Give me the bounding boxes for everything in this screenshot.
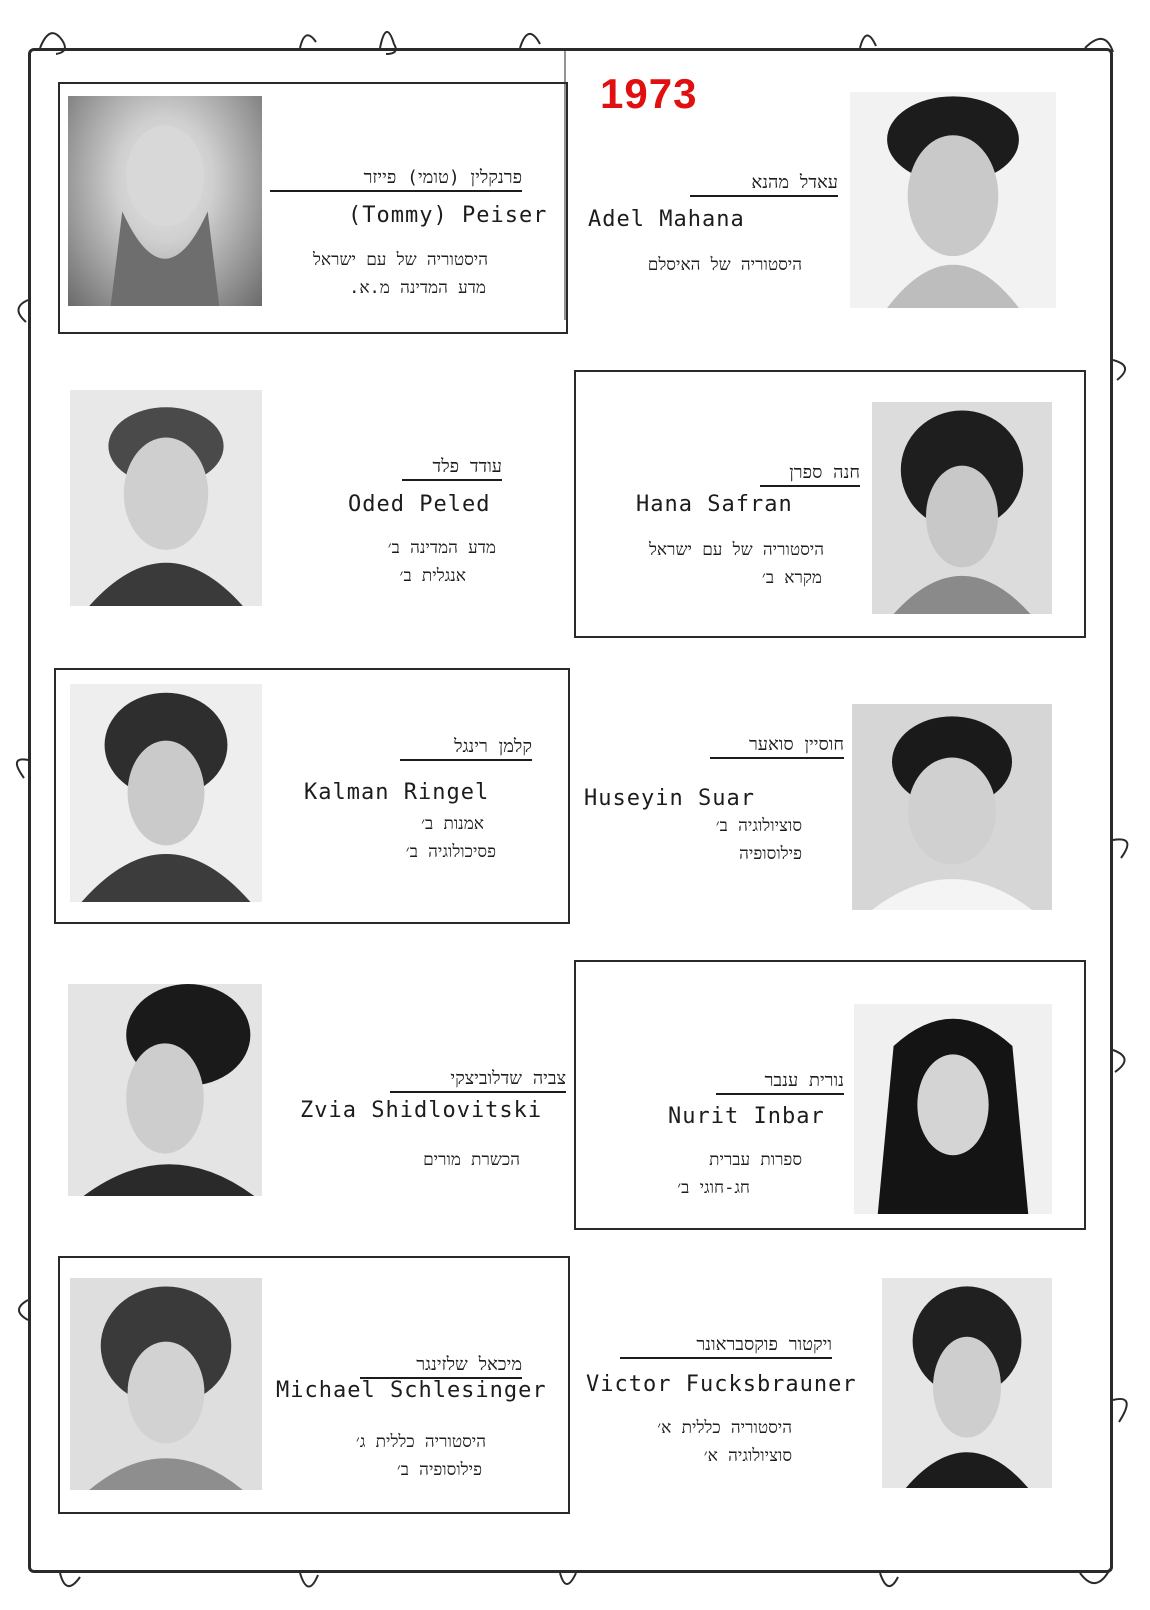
subject-line: היסטוריה של עם ישראל: [312, 250, 488, 270]
subject-line: פילוסופיה ב׳: [396, 1460, 482, 1480]
subject-line: אמנות ב׳: [421, 814, 484, 834]
english-name: Victor Fucksbrauner: [586, 1372, 857, 1397]
english-name: Kalman Ringel: [304, 780, 490, 805]
english-name: Huseyin Suar: [584, 786, 755, 811]
portrait-photo: [882, 1278, 1052, 1488]
portrait-photo: [850, 92, 1056, 308]
portrait-photo: [68, 984, 262, 1196]
subject-line: היסטוריה של האיסלם: [647, 255, 802, 275]
portrait-photo: [70, 390, 262, 606]
hebrew-name: צביה שדלוביצקי: [390, 1068, 566, 1093]
hebrew-name: עאדל מהנא: [690, 172, 838, 197]
hebrew-name: קלמן רינגל: [400, 736, 532, 761]
subject-line: מקרא ב׳: [761, 568, 822, 588]
english-name: Zvia Shidlovitski: [300, 1098, 543, 1123]
subject-line: פילוסופיה: [739, 844, 802, 864]
portrait-photo: [854, 1004, 1052, 1214]
hebrew-name: פרנקלין (טומי) פייזר: [270, 167, 522, 192]
english-name: Nurit Inbar: [668, 1104, 825, 1129]
subject-line: אנגלית ב׳: [399, 566, 466, 586]
subject-line: היסטוריה של עם ישראל: [648, 540, 824, 560]
portrait-photo: [70, 684, 262, 902]
portrait-photo: [68, 96, 262, 306]
subject-line: היסטוריה כללית א׳: [657, 1418, 792, 1438]
portrait-photo: [852, 704, 1052, 910]
portrait-photo: [872, 402, 1052, 614]
hebrew-name: חוסיין סואער: [710, 734, 844, 759]
english-name: Michael Schlesinger: [276, 1378, 547, 1403]
hebrew-name: נורית ענבר: [716, 1070, 844, 1095]
subject-line: סוציולוגיה ב׳: [715, 816, 802, 836]
subject-line: מדע המדינה מ.א.: [349, 278, 486, 298]
subject-line: חג-חוגי ב׳: [677, 1178, 750, 1198]
subject-line: מדע המדינה ב׳: [387, 538, 496, 558]
subject-line: ספרות עברית: [709, 1150, 802, 1170]
english-name: Adel Mahana: [588, 207, 745, 232]
subject-line: היסטוריה כללית ג׳: [355, 1432, 486, 1452]
subject-line: הכשרת מורים: [423, 1150, 520, 1170]
english-name: (Tommy) Peiser: [348, 203, 548, 228]
english-name: Hana Safran: [636, 492, 793, 517]
year-heading: 1973: [600, 70, 698, 117]
subject-line: סוציולוגיה א׳: [703, 1446, 792, 1466]
hebrew-name: מיכאל שלזינגר: [360, 1354, 522, 1379]
hebrew-name: ויקטור פוקסבראונר: [620, 1334, 832, 1359]
portrait-photo: [70, 1278, 262, 1490]
subject-line: פסיכולוגיה ב׳: [405, 842, 496, 862]
hebrew-name: חנה ספרן: [760, 462, 860, 487]
hebrew-name: עודד פלד: [402, 456, 502, 481]
english-name: Oded Peled: [348, 492, 491, 517]
